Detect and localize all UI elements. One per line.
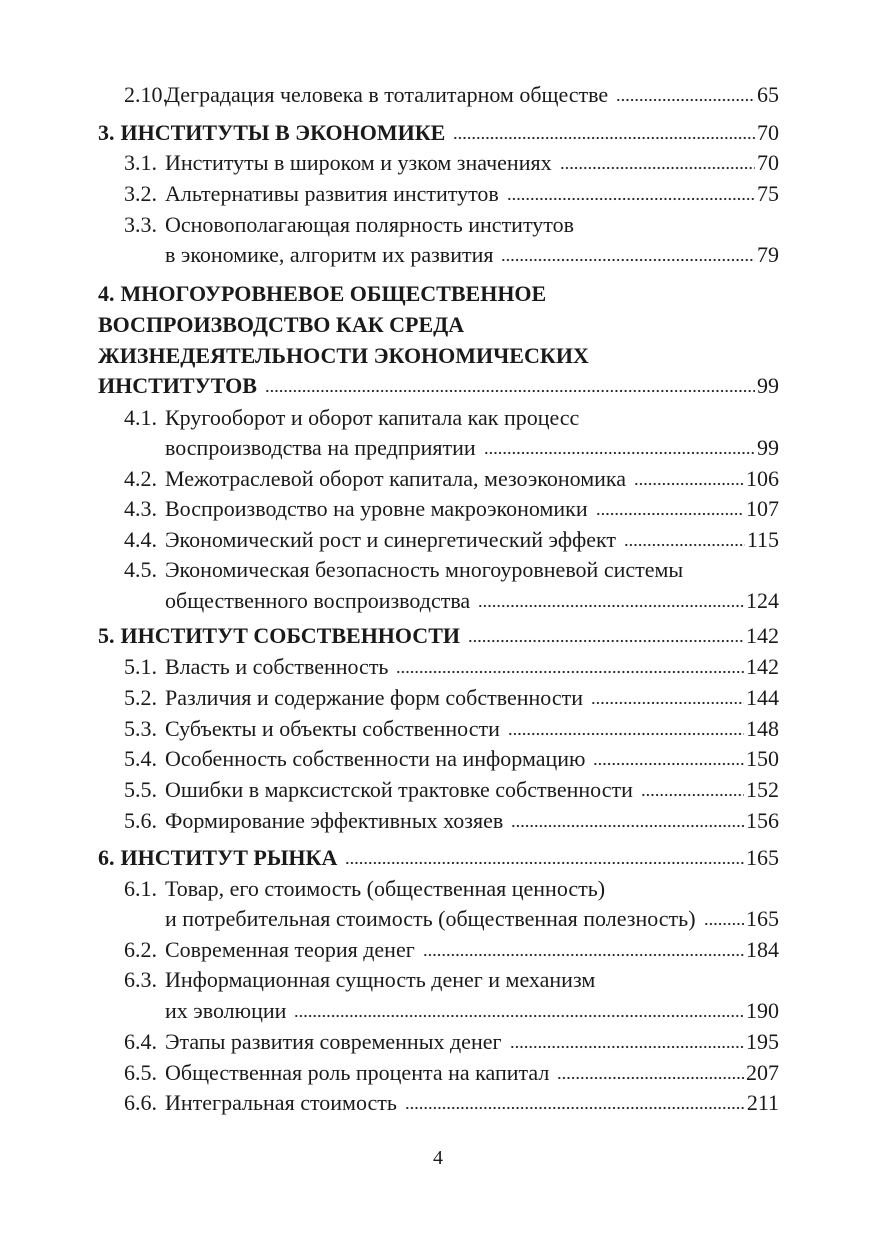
toc-entry-number: 5.4.	[124, 746, 157, 771]
toc-entry-title: ИНСТИТУТ РЫНКА	[120, 845, 338, 870]
toc-entry-number: 5.3.	[124, 716, 157, 741]
toc-page-number: 115	[746, 527, 779, 552]
dot-leader	[616, 94, 755, 102]
toc-entry-title: ЖИЗНЕДЕЯТЕЛЬНОСТИ ЭКОНОМИЧЕСКИХ	[98, 343, 589, 368]
toc-entry-title: Воспроизводство на уровне макроэкономики	[165, 496, 588, 521]
dot-leader	[484, 447, 755, 455]
toc-entry-title: Экономическая безопасность многоуровневой системы	[165, 557, 684, 582]
toc-page-number: 148	[746, 716, 779, 741]
toc-entry-title: ИНСТИТУТОВ	[98, 373, 257, 398]
toc-section-line	[124, 148, 779, 178]
dot-leader	[560, 162, 755, 170]
toc-page-number: 195	[746, 1029, 779, 1054]
toc-entry-number: 3.1.	[124, 150, 157, 175]
toc-entry-title: Власть и собственность	[165, 654, 389, 679]
dot-leader	[510, 1041, 744, 1049]
toc-entry-title: Информационная сущность денег и механизм	[165, 967, 596, 992]
toc-entry-title: ВОСПРОИЗВОДСТВО КАК СРЕДА	[98, 312, 465, 337]
dot-leader	[478, 600, 744, 608]
toc-section-line	[124, 744, 779, 774]
dot-leader	[396, 666, 744, 674]
toc-page-number: 65	[757, 82, 779, 107]
dot-leader	[634, 478, 744, 486]
toc-page-number: 211	[746, 1090, 779, 1115]
toc-page-number: 79	[757, 242, 779, 267]
dot-leader	[405, 1102, 745, 1110]
toc-entry-number: 3.	[98, 120, 115, 145]
toc-entry-title: Экономический рост и синергетический эффект	[165, 527, 617, 552]
dot-leader	[508, 728, 744, 736]
toc-section-line	[124, 714, 779, 744]
toc-entry-number: 4.4.	[124, 527, 157, 552]
toc-entry-title: Институты в широком и узком значениях	[165, 150, 552, 175]
toc-entry-number: 6.4.	[124, 1029, 157, 1054]
toc-entry-number: 4.2.	[124, 466, 157, 491]
toc-entry-title: Товар, его стоимость (общественная ценность)	[165, 876, 606, 901]
toc-page-number: 106	[746, 466, 779, 491]
toc-entry-title: ИНСТИТУТЫ В ЭКОНОМИКЕ	[120, 120, 446, 145]
toc-entry-title: и потребительная стоимость (общественная полезность)	[165, 906, 696, 931]
toc-page-number: 144	[746, 685, 779, 710]
toc-entry-title: Интегральная стоимость	[165, 1090, 397, 1115]
toc-chapter-line	[98, 621, 779, 651]
dot-leader	[265, 385, 755, 393]
toc-page-number: 107	[746, 496, 779, 521]
toc-page-number: 99	[757, 435, 779, 460]
toc-section-line	[124, 403, 779, 433]
toc-section-line	[165, 904, 779, 934]
toc-section-line	[124, 525, 779, 555]
toc-entry-title: Формирование эффективных хозяев	[165, 808, 504, 833]
toc-section-line	[124, 1027, 779, 1057]
toc-entry-title: воспроизводства на предприятии	[165, 435, 476, 460]
toc-page-number: 152	[746, 777, 779, 802]
toc-section-line	[165, 586, 779, 616]
toc-entry-title: общественного воспроизводства	[165, 588, 471, 613]
toc-page-number: 70	[757, 150, 779, 175]
toc-page-number: 165	[746, 845, 779, 870]
toc-page-number: 124	[746, 588, 779, 613]
toc-section-line	[124, 1088, 779, 1118]
toc-chapter-line	[98, 843, 779, 873]
toc-section-line	[124, 494, 779, 524]
toc-entry-number: 2.10.	[124, 82, 168, 107]
toc-entry-title: Кругооборот и оборот капитала как процесс	[165, 405, 580, 430]
toc-section-line	[124, 775, 779, 805]
toc-section-line	[124, 1058, 779, 1088]
toc-section-line	[124, 179, 779, 209]
toc-entry-title: МНОГОУРОВНЕВОЕ ОБЩЕСТВЕННОЕ	[120, 281, 547, 306]
dot-leader	[507, 193, 755, 201]
toc-section-line	[165, 996, 779, 1026]
toc-entry-number: 4.	[98, 281, 115, 306]
toc-page-number: 156	[746, 808, 779, 833]
toc-page-number: 142	[746, 654, 779, 679]
toc-section-line	[124, 874, 779, 904]
toc-entry-number: 3.2.	[124, 181, 157, 206]
toc-chapter-line	[98, 371, 779, 401]
toc-section-line	[165, 433, 779, 463]
dot-leader	[468, 635, 744, 643]
toc-entry-number: 6.3.	[124, 967, 157, 992]
dot-leader	[557, 1072, 744, 1080]
toc-section-line	[124, 935, 779, 965]
toc-chapter-line	[98, 118, 779, 148]
toc-page-number: 99	[757, 373, 779, 398]
toc-entry-title: Межотраслевой оборот капитала, мезоэкономика	[165, 466, 627, 491]
toc-entry-number: 6.1.	[124, 876, 157, 901]
toc-entry-title: их эволюции	[165, 998, 287, 1023]
toc-entry-title: Деградация человека в тоталитарном обществе	[165, 82, 609, 107]
toc-entry-title: ИНСТИТУТ СОБСТВЕННОСТИ	[120, 623, 460, 648]
toc-entry-number: 6.5.	[124, 1060, 157, 1085]
toc-entry-title: Современная теория денег	[165, 937, 415, 962]
toc-page-number: 70	[757, 120, 779, 145]
toc-entry-number: 5.6.	[124, 808, 157, 833]
toc-entry-title: Особенность собственности на информацию	[165, 746, 586, 771]
dot-leader	[294, 1010, 744, 1018]
toc-section-line	[124, 464, 779, 494]
dot-leader	[423, 949, 744, 957]
dot-leader	[345, 857, 744, 865]
dot-leader	[501, 254, 755, 262]
toc-entry-title: Различия и содержание форм собственности	[165, 685, 583, 710]
dot-leader	[704, 918, 744, 926]
toc-section-line	[124, 652, 779, 682]
toc-entry-number: 3.3.	[124, 212, 157, 237]
page-number: 4	[433, 1147, 443, 1169]
toc-page-number: 190	[746, 998, 779, 1023]
toc-entry-title: Альтернативы развития институтов	[165, 181, 499, 206]
toc-entry-number: 4.5.	[124, 557, 157, 582]
toc-chapter-line	[98, 341, 779, 371]
toc-entry-number: 6.6.	[124, 1090, 157, 1115]
toc-entry-number: 5.1.	[124, 654, 157, 679]
toc-section-line	[124, 965, 779, 995]
toc-entry-number: 5.2.	[124, 685, 157, 710]
toc-section-line	[124, 806, 779, 836]
toc-page-number: 207	[746, 1060, 779, 1085]
dot-leader	[624, 539, 745, 547]
toc-page-number: 165	[746, 906, 779, 931]
toc-entry-number: 4.1.	[124, 405, 157, 430]
dot-leader	[641, 789, 744, 797]
toc-section-line	[124, 555, 779, 585]
toc-entry-title: Субъекты и объекты собственности	[165, 716, 500, 741]
toc-entry-title: Этапы развития современных денег	[165, 1029, 502, 1054]
toc-section-line	[165, 240, 779, 270]
toc-entry-number: 4.3.	[124, 496, 157, 521]
dot-leader	[596, 508, 744, 516]
toc-entry-number: 5.5.	[124, 777, 157, 802]
toc-section-line	[124, 210, 779, 240]
dot-leader	[453, 132, 755, 140]
toc-entry-title: в экономике, алгоритм их развития	[165, 242, 494, 267]
toc-entry-title: Ошибки в марксистской трактовке собственности	[165, 777, 633, 802]
toc-section-line	[124, 80, 779, 110]
toc-page-number: 75	[757, 181, 779, 206]
toc-page-number: 150	[746, 746, 779, 771]
toc-entry-title: Общественная роль процента на капитал	[165, 1060, 550, 1085]
toc-entry-number: 6.	[98, 845, 115, 870]
toc-entry-title: Основополагающая полярность институтов	[165, 212, 574, 237]
dot-leader	[591, 697, 744, 705]
dot-leader	[593, 758, 744, 766]
toc-page-number: 184	[746, 937, 779, 962]
toc-section-line	[124, 683, 779, 713]
toc-page-number: 142	[746, 623, 779, 648]
toc-chapter-line	[98, 310, 779, 340]
toc-entry-number: 5.	[98, 623, 115, 648]
toc-entry-number: 6.2.	[124, 937, 157, 962]
toc-chapter-line	[98, 279, 779, 309]
dot-leader	[511, 820, 744, 828]
